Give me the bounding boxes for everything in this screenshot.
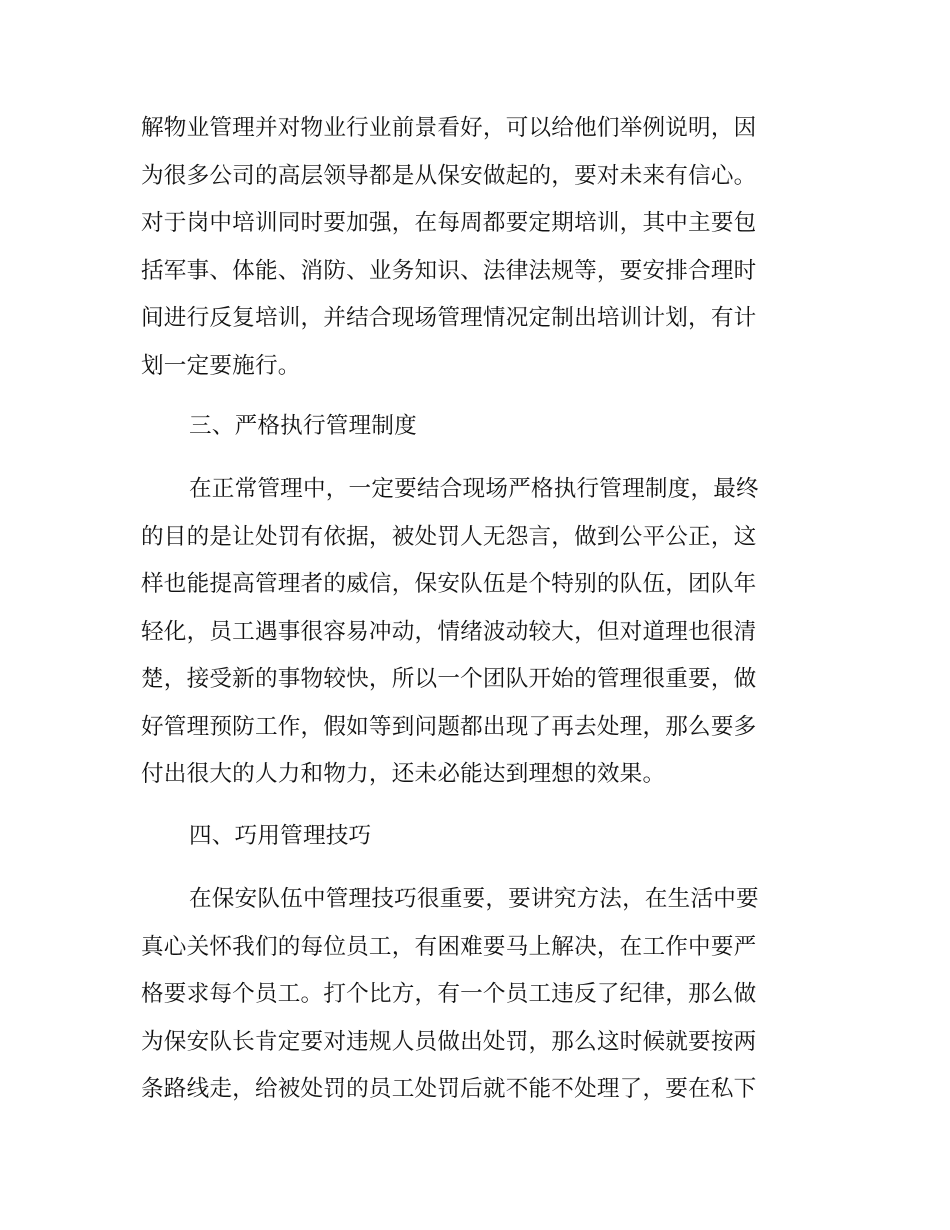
paragraph-line: 为保安队长肯定要对违规人员做出处罚，那么这时候就要按两 (141, 1029, 757, 1055)
paragraph-line: 在保安队伍中管理技巧很重要，要讲究方法，在生活中要 (189, 886, 759, 912)
paragraph-line: 格要求每个员工。打个比方，有一个员工违反了纪律，那么做 (141, 981, 757, 1007)
paragraph-line: 对于岗中培训同时要加强，在每周都要定期培训，其中主要包 (141, 210, 757, 236)
paragraph-line: 间进行反复培训，并结合现场管理情况定制出培训计划，有计 (141, 305, 757, 331)
paragraph-line: 的目的是让处罚有依据，被处罚人无怨言，做到公平公正，这 (141, 524, 757, 550)
paragraph-line: 楚，接受新的事物较快，所以一个团队开始的管理很重要，做 (141, 666, 757, 692)
paragraph-line: 划一定要施行。 (141, 353, 301, 379)
paragraph-line: 在正常管理中，一定要结合现场严格执行管理制度，最终 (189, 476, 759, 502)
paragraph-line: 好管理预防工作，假如等到问题都出现了再去处理，那么要多 (141, 714, 757, 740)
paragraph-line: 解物业管理并对物业行业前景看好，可以给他们举例说明，因 (141, 115, 757, 141)
paragraph-line: 为很多公司的高层领导都是从保安做起的，要对未来有信心。 (141, 163, 757, 189)
section-heading: 四、巧用管理技巧 (189, 823, 372, 849)
paragraph-line: 括军事、体能、消防、业务知识、法律法规等，要安排合理时 (141, 258, 757, 284)
paragraph-line: 条路线走，给被处罚的员工处罚后就不能不处理了，要在私下 (141, 1076, 757, 1102)
paragraph-line: 真心关怀我们的每位员工，有困难要马上解决，在工作中要严 (141, 934, 757, 960)
paragraph-line: 付出很大的人力和物力，还未必能达到理想的效果。 (141, 761, 666, 787)
section-heading: 三、严格执行管理制度 (189, 413, 417, 439)
paragraph-line: 轻化，员工遇事很容易冲动，情绪波动较大，但对道理也很清 (141, 619, 757, 645)
paragraph-line: 样也能提高管理者的威信，保安队伍是个特别的队伍，团队年 (141, 571, 757, 597)
